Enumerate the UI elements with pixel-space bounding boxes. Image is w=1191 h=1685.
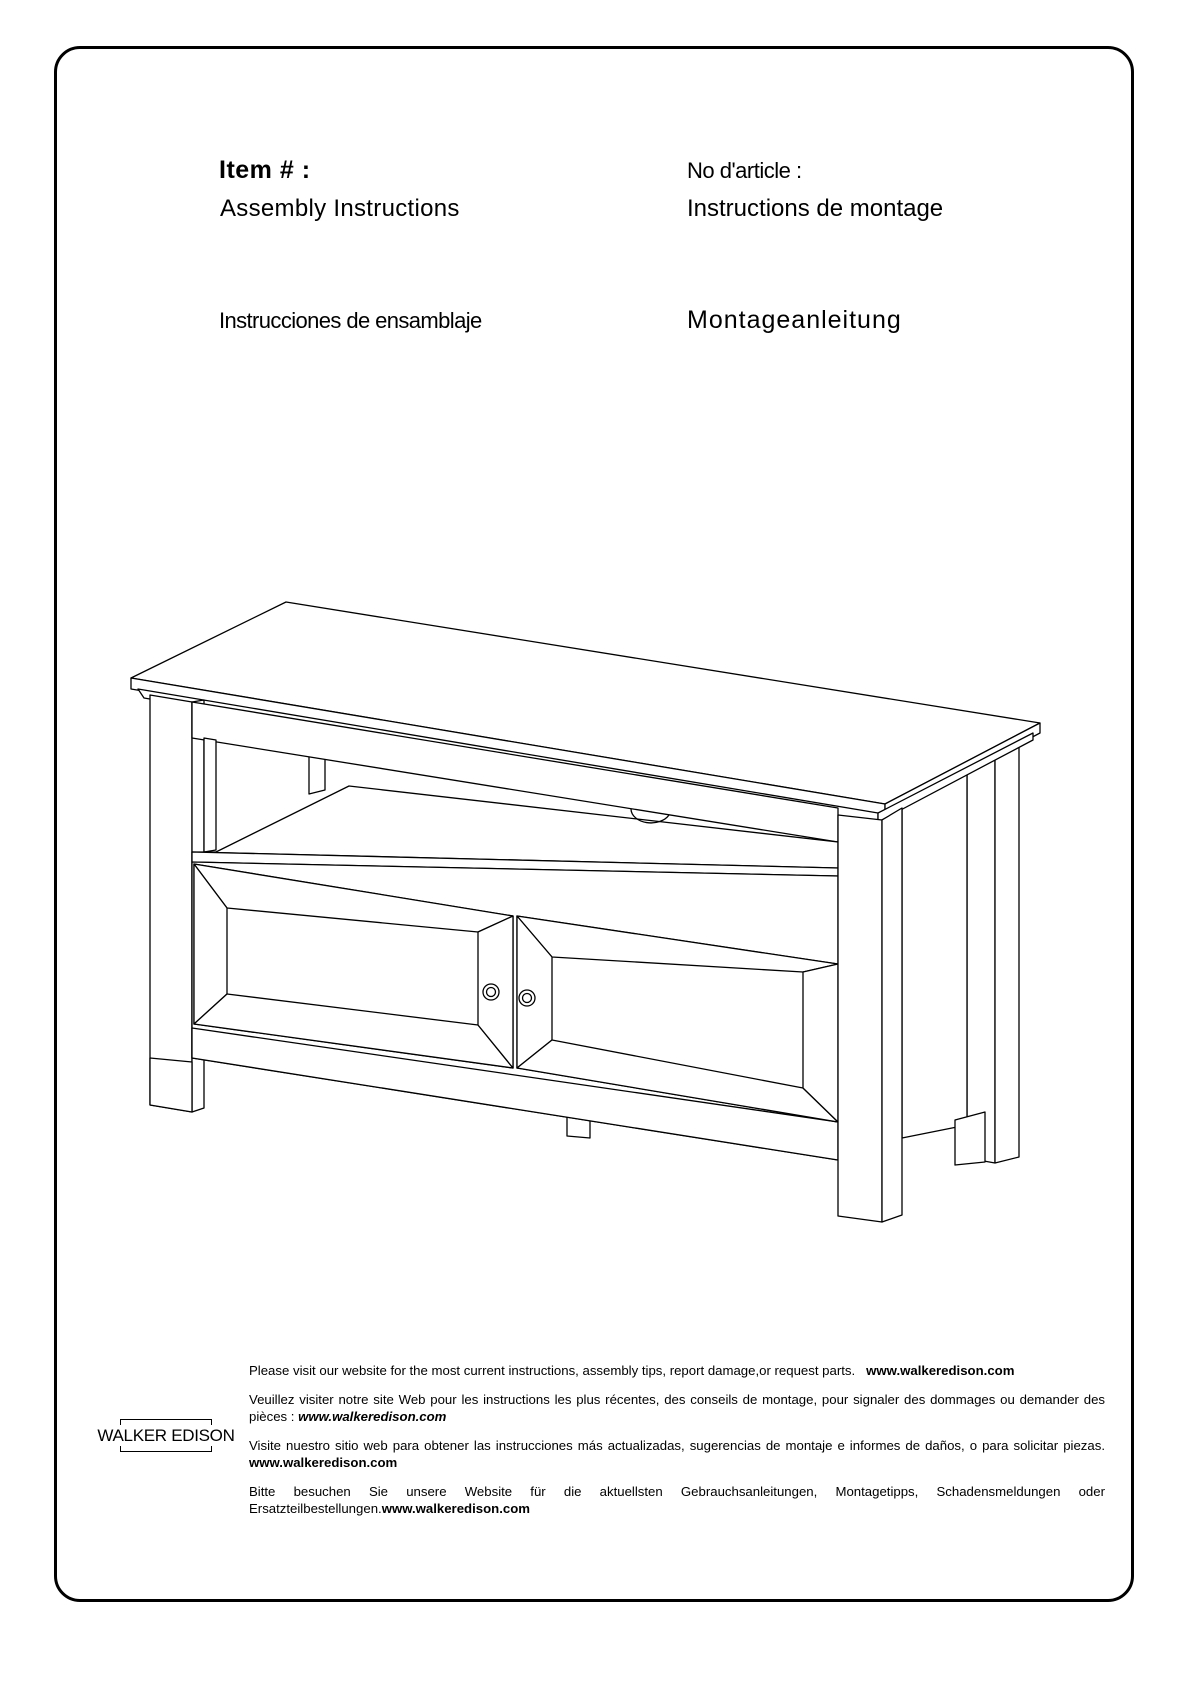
footer-fr-text: Veuillez visiter notre site Web pour les instructions les plus récentes, des conseils de montage, pour signaler des dommages ou demander des pièces :: [249, 1392, 1105, 1424]
footer-de: [249, 1483, 1105, 1517]
footer-de-text: Bitte besuchen Sie unsere Website für die aktuellsten Gebrauchsanleitungen, Montagetipps, Schadensmeldungen oder Ersatzteilbestellungen.: [249, 1484, 1105, 1516]
footer-es: [249, 1437, 1105, 1471]
back-right-post: [967, 737, 995, 1163]
footer-fr: [249, 1391, 1105, 1425]
footer-es-url[interactable]: www.walkeredison.com: [249, 1455, 398, 1470]
logo-bracket-top: [120, 1419, 212, 1425]
footer-notice: [249, 1362, 1105, 1529]
es-instructions-title: Instrucciones de ensamblaje: [219, 308, 482, 333]
logo-text: WALKER EDISON: [97, 1426, 235, 1445]
back-right-post-side: [995, 730, 1019, 1163]
footer-en: [249, 1362, 1105, 1379]
footer-fr-url[interactable]: www.walkeredison.com: [298, 1409, 447, 1424]
left-door-knob-inner: [487, 988, 496, 997]
front-right-leg: [838, 815, 882, 1222]
front-right-leg-side: [882, 808, 902, 1222]
item-number-label: Item # :: [219, 156, 311, 184]
footer-en-text: Please visit our website for the most current instructions, assembly tips, report damage,or request parts.: [249, 1363, 856, 1378]
fr-item-number-label: No d'article :: [687, 158, 802, 183]
footer-es-text: Visite nuestro sitio web para obtener las instrucciones más actualizadas, sugerencias de montaje e informes de daños, o para solicitar piezas.: [249, 1438, 1105, 1453]
back-left-leg: [309, 756, 325, 794]
walker-edison-logo: [96, 1418, 236, 1452]
right-door-knob-inner: [523, 994, 532, 1003]
footer-de-url[interactable]: www.walkeredison.com: [381, 1501, 530, 1516]
back-right-lower-leg: [955, 1112, 985, 1165]
assembly-instructions-title: Assembly Instructions: [220, 195, 460, 222]
fr-instructions-title: Instructions de montage: [687, 195, 944, 222]
front-left-leg: [150, 695, 192, 1112]
de-instructions-title: Montageanleitung: [687, 306, 902, 334]
footer-en-url[interactable]: www.walkeredison.com: [866, 1363, 1015, 1378]
front-left-leg-foot: [150, 1058, 192, 1112]
left-inner-post: [204, 738, 216, 852]
logo-bracket-bottom: [120, 1446, 212, 1452]
right-side-panel: [902, 770, 967, 1138]
